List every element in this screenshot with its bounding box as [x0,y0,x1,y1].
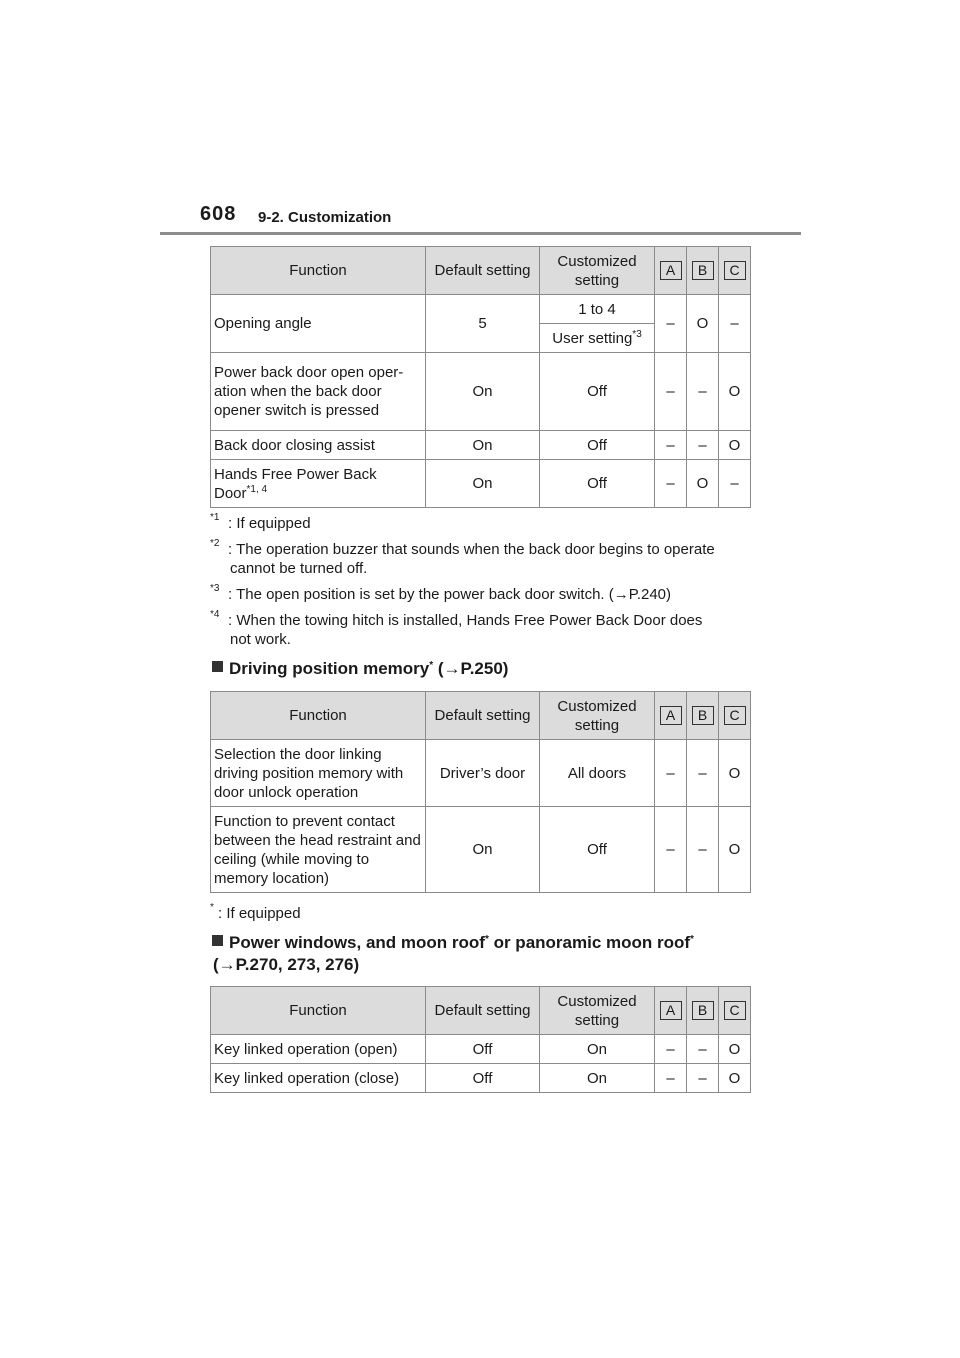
custom-cell: User setting$^{*3}$ [540,324,655,353]
b-cell: – [687,740,719,807]
col-function: Function [211,247,426,295]
col-c: C [719,692,751,740]
driving-position-memory-heading: Driving position memory* (→P.250) [212,658,508,680]
b-cell: – [687,807,719,893]
function-cell: Back door closing assist [211,431,426,460]
default-cell: On [426,460,540,508]
footnote: *2 : The operation buzzer that sounds when the back door begins to operate cannot be turned off. [210,538,715,577]
default-cell: On [426,807,540,893]
a-cell: – [655,431,687,460]
col-b: B [687,692,719,740]
table-row [211,460,751,508]
a-cell: – [655,1064,687,1093]
col-c: C [719,987,751,1035]
c-cell: O [719,431,751,460]
c-cell: O [719,1035,751,1064]
default-cell: On [426,431,540,460]
function-cell: Key linked operation (close) [211,1064,426,1093]
col-function: Function [211,692,426,740]
footnote: * : If equipped [210,902,301,922]
table-row [211,1064,751,1093]
function-cell: Function to prevent contact between the head restraint and ceiling (while moving to memory location) [211,807,426,893]
table-row [211,740,751,807]
b-cell: O [687,460,719,508]
table-row [211,431,751,460]
function-cell: Selection the door linking driving position memory with door unlock operation [211,740,426,807]
footnotes [210,514,750,656]
a-cell: – [655,1035,687,1064]
header-divider [160,232,801,235]
table-header-row [211,247,751,295]
c-cell: O [719,353,751,431]
default-cell: 5 [426,295,540,353]
power-windows-table [210,986,751,1093]
c-cell: – [719,460,751,508]
a-cell: – [655,807,687,893]
bullet-square-icon [212,661,223,672]
default-cell: Off [426,1035,540,1064]
function-cell: Opening angle [211,295,426,353]
function-cell: Power back door open oper-ation when the back door opener switch is pressed [211,353,426,431]
driving-position-memory-table [210,691,751,893]
custom-cell: All doors [540,740,655,807]
col-b: B [687,247,719,295]
col-a: A [655,987,687,1035]
footnote: *1 : If equipped [210,512,311,532]
custom-cell: Off [540,807,655,893]
section-title: 9-2. Customization [258,209,392,226]
default-cell: Driver’s door [426,740,540,807]
col-b: B [687,987,719,1035]
default-cell: On [426,353,540,431]
b-cell: – [687,1035,719,1064]
col-a: A [655,247,687,295]
a-cell: – [655,460,687,508]
function-cell: Hands Free Power Back Door$^{*1, 4}$ [211,460,426,508]
table-header-row [211,692,751,740]
a-cell: – [655,353,687,431]
col-default: Default setting [426,247,540,295]
table-row [211,295,751,324]
table-header-row [211,987,751,1035]
table-row [211,353,751,431]
custom-cell: Off [540,431,655,460]
b-cell: – [687,1064,719,1093]
b-cell: – [687,431,719,460]
page-number: 608 [200,203,237,225]
custom-cell: Off [540,353,655,431]
function-cell: Key linked operation (open) [211,1035,426,1064]
c-cell: O [719,1064,751,1093]
page-header [0,0,960,240]
c-cell: O [719,807,751,893]
table-row [211,1035,751,1064]
custom-cell: 1 to 4 [540,295,655,324]
power-windows-heading: Power windows, and moon roof* or panoramic moon roof* (→P.270, 273, 276) [213,933,694,974]
b-cell: O [687,295,719,353]
col-customized: Customized setting [540,987,655,1035]
c-cell: O [719,740,751,807]
a-cell: – [655,740,687,807]
custom-cell: On [540,1064,655,1093]
bullet-square-icon [212,935,223,946]
col-default: Default setting [426,987,540,1035]
table-row [211,807,751,893]
col-default: Default setting [426,692,540,740]
a-cell: – [655,295,687,353]
col-c: C [719,247,751,295]
b-cell: – [687,353,719,431]
footnote-2 [210,904,301,930]
footnote: *3 : The open position is set by the power back door switch. (→P.240) [210,583,672,603]
col-customized: Customized setting [540,692,655,740]
default-cell: Off [426,1064,540,1093]
custom-cell: On [540,1035,655,1064]
c-cell: – [719,295,751,353]
back-door-settings-table [210,246,751,508]
col-function: Function [211,987,426,1035]
col-customized: Customized setting [540,247,655,295]
custom-cell: Off [540,460,655,508]
col-a: A [655,692,687,740]
footnote: *4 : When the towing hitch is installed, Hands Free Power Back Door does not work. [210,609,703,648]
